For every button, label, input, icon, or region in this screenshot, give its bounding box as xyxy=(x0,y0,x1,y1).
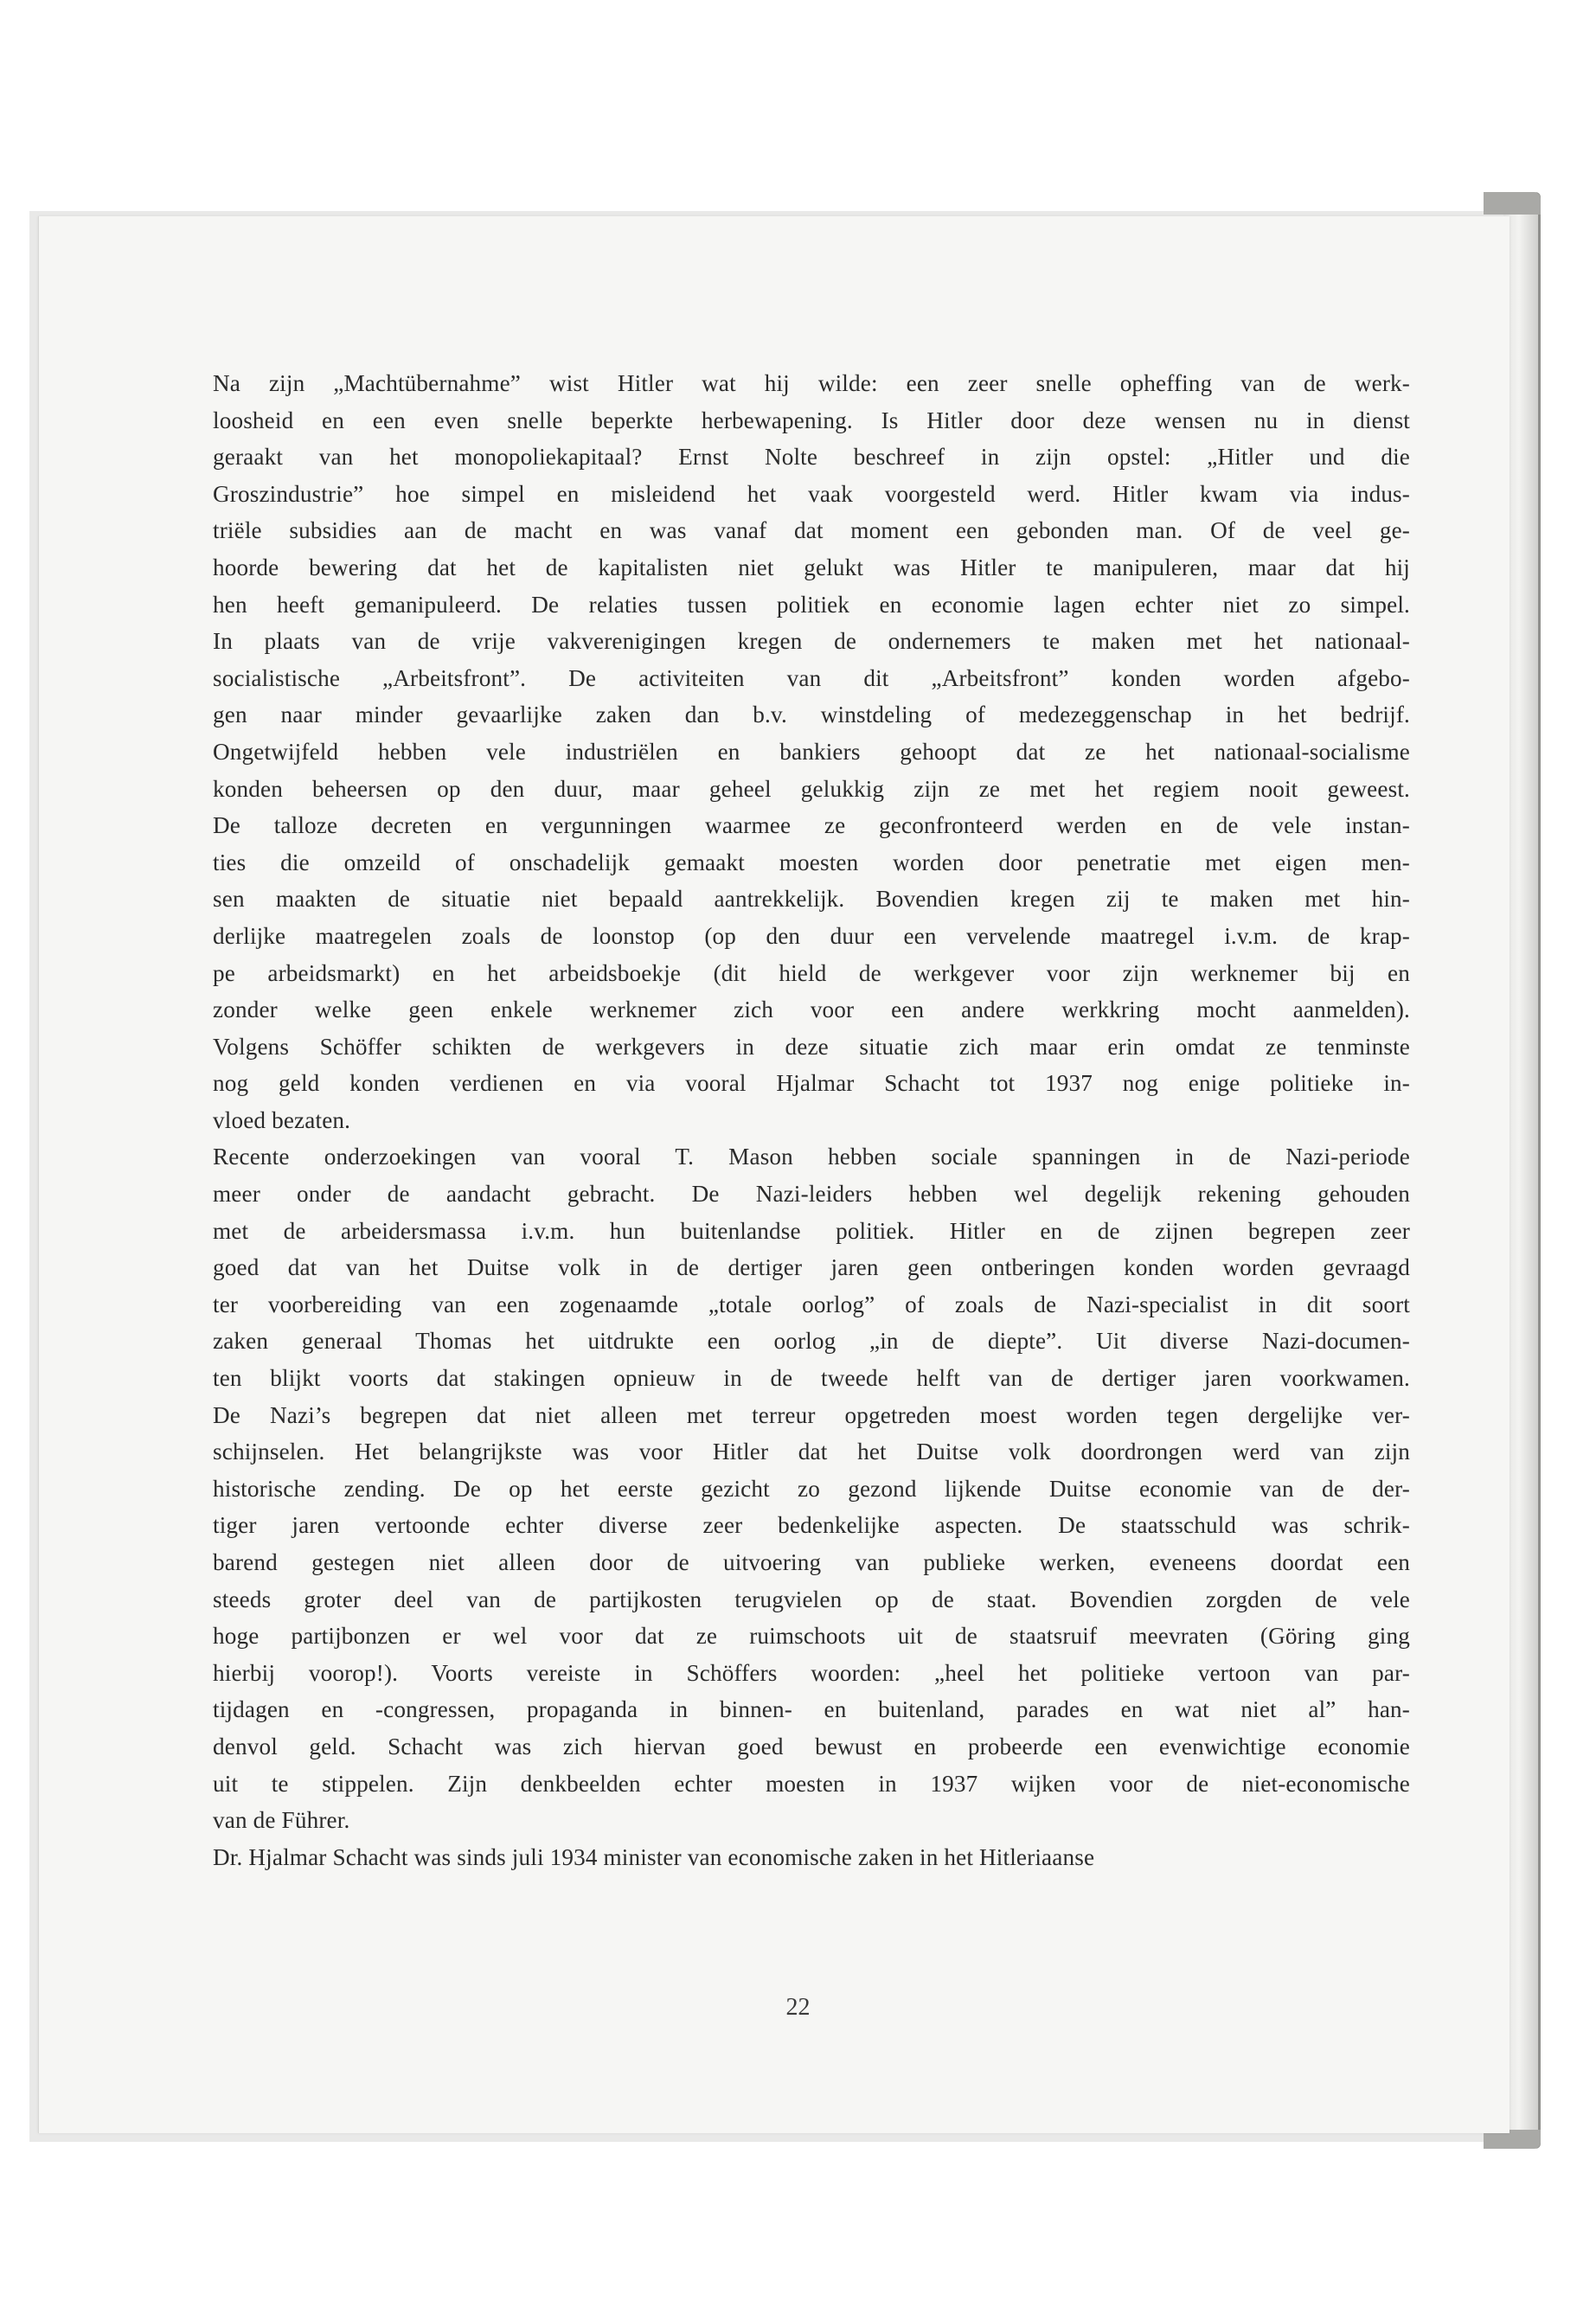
text-line: triële subsidies aan de macht en was vanaf dat moment een gebonden man. Of de veel ge- xyxy=(213,517,1410,544)
body-text xyxy=(213,365,1410,1875)
text-line: Volgens Schöffer schikten de werkgevers in deze situatie zich maar erin omdat ze tenminste xyxy=(213,1033,1410,1060)
paragraph xyxy=(213,1839,1410,1876)
text-line: derlijke maatregelen zoals de loonstop (op den duur een vervelende maatregel i.v.m. de krap- xyxy=(213,922,1410,949)
text-line: hen heeft gemanipuleerd. De relaties tussen politiek en economie lagen echter niet zo simpel. xyxy=(213,591,1410,618)
text-line: meer onder de aandacht gebracht. De Nazi-leiders hebben wel degelijk rekening gehouden xyxy=(213,1181,1410,1208)
text-line: pe arbeidsmarkt) en het arbeidsboekje (dit hield de werkgever voor zijn werknemer bij en xyxy=(213,959,1410,986)
text-line: tiger jaren vertoonde echter diverse zeer bedenkelijke aspecten. De staatsschuld was schrik- xyxy=(213,1512,1410,1539)
text-line: steeds groter deel van de partijkosten terugvielen op de staat. Bovendien zorgden de vele xyxy=(213,1586,1410,1612)
text-line: nog geld konden verdienen en via vooral Hjalmar Schacht tot 1937 nog enige politieke in- xyxy=(213,1070,1410,1097)
text-line: De Nazi’s begrepen dat niet alleen met terreur opgetreden moest worden tegen dergelijke ver- xyxy=(213,1401,1410,1428)
text-line: ter voorbereiding van een zogenaamde „totale oorlog” of zoals de Nazi-specialist in dit soort xyxy=(213,1291,1410,1317)
text-line: vloed bezaten. xyxy=(213,1106,351,1133)
text-line: Na zijn „Machtübernahme” wist Hitler wat hij wilde: een zeer snelle opheffing van de werk- xyxy=(213,370,1410,396)
text-line: schijnselen. Het belangrijkste was voor Hitler dat het Duitse volk doordrongen werd van zijn xyxy=(213,1439,1410,1465)
text-line: hoge partijbonzen er wel voor dat ze ruimschoots uit de staatsruif meevraten (Göring ging xyxy=(213,1623,1410,1650)
text-line: met de arbeidersmassa i.v.m. hun buitenlandse politiek. Hitler en de zijnen begrepen zeer xyxy=(213,1217,1410,1244)
text-line: zonder welke geen enkele werknemer zich voor een andere werkkring mocht aanmelden). xyxy=(213,997,1410,1023)
text-line: De talloze decreten en vergunningen waarmee ze geconfronteerd werden en de vele instan- xyxy=(213,812,1410,839)
text-line: In plaats van de vrije vakverenigingen kregen de ondernemers te maken met het nationaal- xyxy=(213,628,1410,655)
text-line: loosheid en een even snelle beperkte herbewapening. Is Hitler door deze wensen nu in dienst xyxy=(213,407,1410,433)
text-line: barend gestegen niet alleen door de uitvoering van publieke werken, eveneens doordat een xyxy=(213,1549,1410,1575)
text-line: socialistische „Arbeitsfront”. De activiteiten van dit „Arbeitsfront” konden worden afgebo- xyxy=(213,664,1410,691)
text-line: sen maakten de situatie niet bepaald aantrekkelijk. Bovendien kregen zij te maken met hin- xyxy=(213,886,1410,913)
text-line: van de Führer. xyxy=(213,1807,350,1834)
text-line: historische zending. De op het eerste gezicht zo gezond lijkende Duitse economie van de der- xyxy=(213,1475,1410,1502)
text-line: denvol geld. Schacht was zich hiervan goed bewust en probeerde een evenwichtige economie xyxy=(213,1733,1410,1759)
paragraph xyxy=(213,365,1410,1138)
text-line: Recente onderzoekingen van vooral T. Mason hebben sociale spanningen in de Nazi-periode xyxy=(213,1144,1410,1170)
text-line: zaken generaal Thomas het uitdrukte een oorlog „in de diepte”. Uit diverse Nazi-documen- xyxy=(213,1328,1410,1355)
text-line: geraakt van het monopoliekapitaal? Ernst Nolte beschreef in zijn opstel: „Hitler und die xyxy=(213,444,1410,471)
text-line: hierbij voorop!). Voorts vereiste in Schöffers woorden: „heel het politieke vertoon van par- xyxy=(213,1659,1410,1686)
page-number: 22 xyxy=(785,1994,811,2021)
text-line: Ongetwijfeld hebben vele industriëlen en bankiers gehoopt dat ze het nationaal-socialisme xyxy=(213,738,1410,765)
text-line: goed dat van het Duitse volk in de dertiger jaren geen ontberingen konden worden gevraagd xyxy=(213,1254,1410,1281)
text-line: tijdagen en -congressen, propaganda in binnen- en buitenland, parades en wat niet al” han- xyxy=(213,1696,1410,1723)
text-line: konden beheersen op den duur, maar geheel gelukkig zijn ze met het regiem nooit geweest. xyxy=(213,775,1410,802)
text-line: Dr. Hjalmar Schacht was sinds juli 1934 minister van economische zaken in het Hitleriaanse xyxy=(213,1843,1095,1870)
text-line: hoorde bewering dat het de kapitalisten niet gelukt was Hitler te manipuleren, maar dat hij xyxy=(213,554,1410,580)
paragraph xyxy=(213,1138,1410,1838)
text-line: uit te stippelen. Zijn denkbeelden echter moesten in 1937 wijken voor de niet-economische xyxy=(213,1770,1410,1797)
text-line: Groszindustrie” hoe simpel en misleidend het vaak voorgesteld werd. Hitler kwam via indus- xyxy=(213,480,1410,507)
text-line: ten blijkt voorts dat stakingen opnieuw in de tweede helft van de dertiger jaren voorkwamen. xyxy=(213,1365,1410,1392)
text-line: gen naar minder gevaarlijke zaken dan b.v. winstdeling of medezeggenschap in het bedrijf. xyxy=(213,702,1410,728)
text-line: ties die omzeild of onschadelijk gemaakt moesten worden door penetratie met eigen men- xyxy=(213,849,1410,875)
